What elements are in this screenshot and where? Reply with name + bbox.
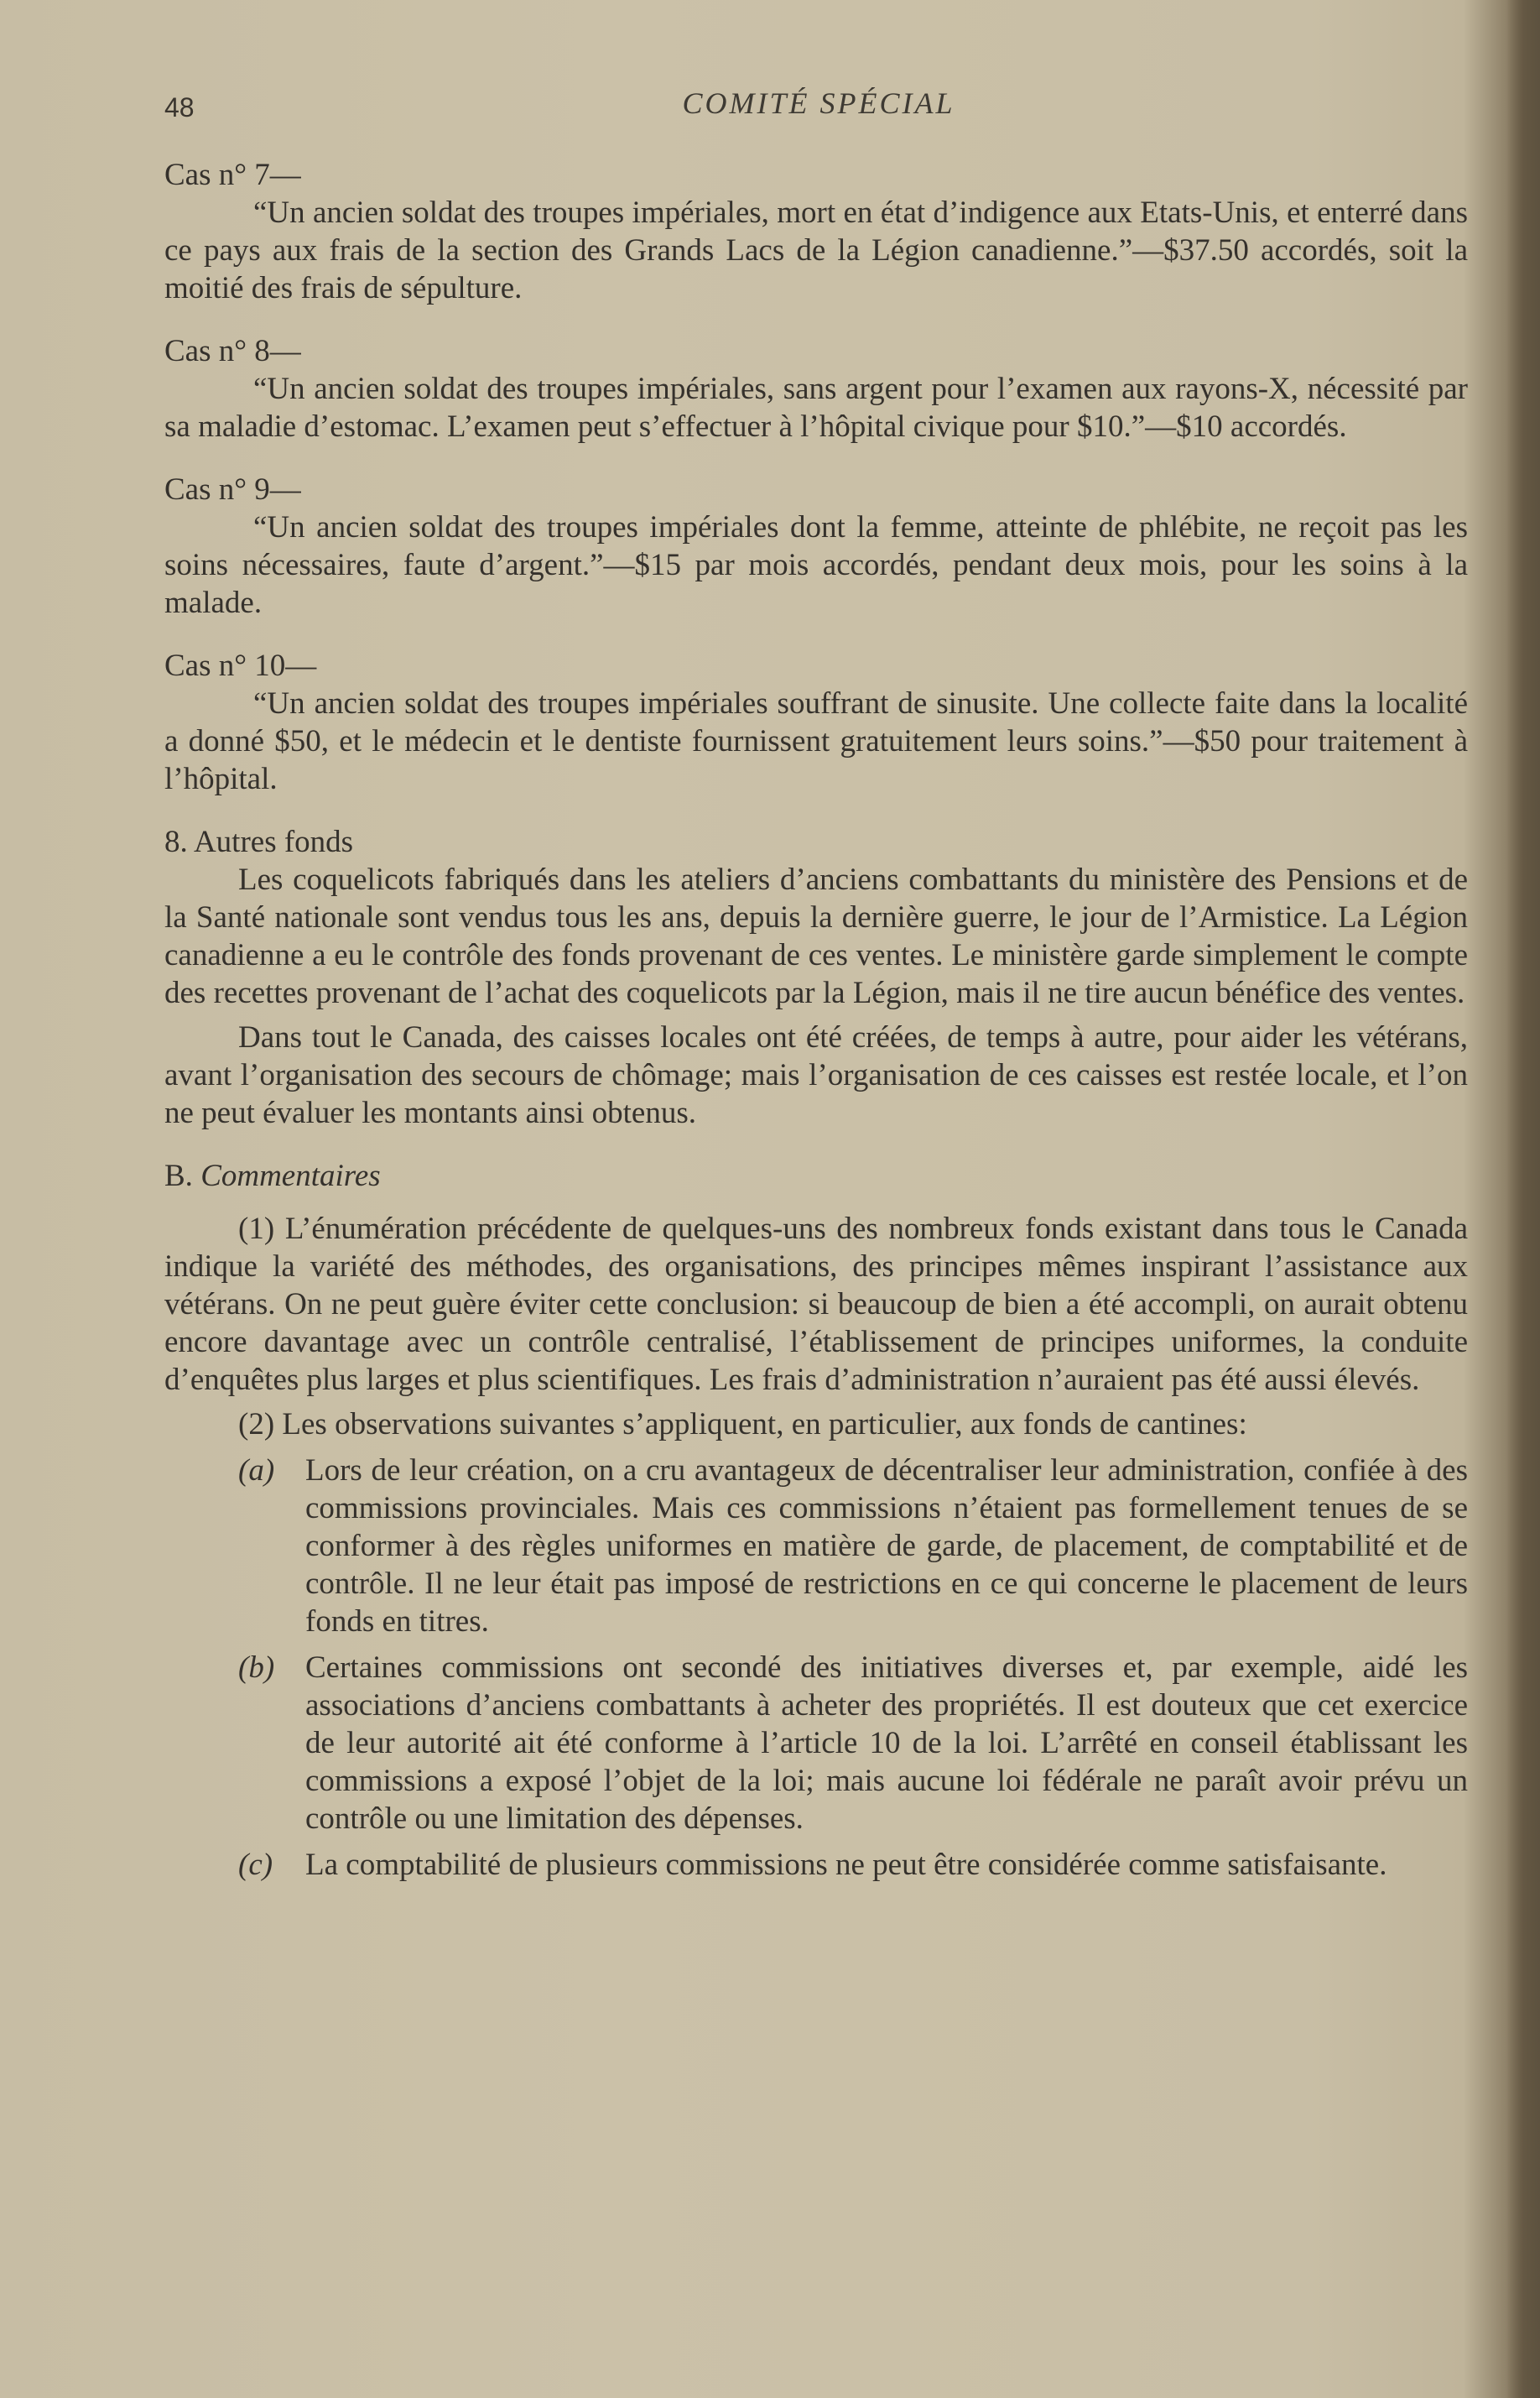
list-item-marker: (b) (238, 1650, 275, 1685)
list-item-text: Certaines commissions ont secondé des initiatives diverses et, par exemple, aidé les associations d’anciens combattants à acheter des propriétés. Il est douteux que cet exercice de leur autorité ait été conforme à l’article 10 de la loi. L’arrêté en conseil établissant les commissions a exposé l’objet de la loi; mais aucune loi fédérale ne paraît avoir prévu un contrôle ou une limitation des dépenses. (305, 1650, 1468, 1836)
comment-paragraph: (1) L’énumération précédente de quelques-uns des nombreux fonds existant dans tous le Canada indique la variété des méthodes, des organisations, des principes mêmes inspirant l’assistance aux vétérans. On ne peut guère éviter cette conclusion: si beaucoup de bien a été accompli, on aurait obtenu encore davantage avec un contrôle centralisé, l’établissement de principes uniformes, la conduite d’enquêtes plus larges et plus scientifiques. Les frais d’administration n’auraient pas été aussi élevés. (164, 1212, 1468, 1397)
section-heading-prefix: B. (164, 1159, 193, 1193)
section-paragraph: Les coquelicots fabriqués dans les ateliers d’anciens combattants du ministère des Pensions et de la Santé nationale sont vendus tous les ans, depuis la dernière guerre, le jour de l’Armistice. La Légion canadienne a eu le contrôle des fonds provenant de ces ventes. Le ministère garde simplement le compte des recettes provenant de l’achat des coquelicots par la Légion, mais il ne tire aucun bénéfice des ventes. (164, 863, 1468, 1010)
page-content (164, 156, 1468, 1884)
case-heading: Cas n° 7— (164, 158, 301, 192)
case-text: “Un ancien soldat des troupes impériales, mort en état d’indigence aux Etats-Unis, et enterré dans ce pays aux frais de la section des Grands Lacs de la Légion canadienne.”—$37.50 accordés, soit la moitié des frais de sépulture. (164, 195, 1468, 305)
page-number: 48 (164, 92, 195, 123)
page-edge-shadow (1506, 0, 1540, 2398)
list-item-text: La comptabilité de plusieurs commissions ne peut être considérée comme satisfaisante. (305, 1848, 1387, 1882)
list-item-text: Lors de leur création, on a cru avantageux de décentraliser leur administration, confiée à des commissions provinciales. Mais ces commissions n’étaient pas formellement tenues de se conformer à des règles uniformes en matière de garde, de placement, de comptabilité et de contrôle. Il ne leur était pas imposé de restrictions en ce qui concerne le placement de leurs fonds en titres. (305, 1453, 1468, 1639)
list-item (164, 1649, 1468, 1838)
header-title: COMITÉ SPÉCIAL (682, 86, 955, 120)
case-text: “Un ancien soldat des troupes impériales souffrant de sinusite. Une collecte faite dans la localité a donné $50, et le médecin et le dentiste fournissent gratuitement leurs soins.”—$50 pour traitement à l’hôpital. (164, 686, 1468, 796)
list-item (164, 1452, 1468, 1640)
case-text: “Un ancien soldat des troupes impériales, sans argent pour l’examen aux rayons-X, nécessité par sa maladie d’estomac. L’examen peut s’effectuer à l’hôpital civique pour $10.”—$10 accordés. (164, 372, 1468, 444)
case-text: “Un ancien soldat des troupes impériales dont la femme, atteinte de phlébite, ne reçoit pas les soins nécessaires, faute d’argent.”—$15 par mois accordés, pendant deux mois, pour les soins à la malade. (164, 510, 1468, 620)
section-paragraph: Dans tout le Canada, des caisses locales ont été créées, de temps à autre, pour aider les vétérans, avant l’organisation des secours de chômage; mais l’organisation de ces caisses est restée locale, et l’on ne peut évaluer les montants ainsi obtenus. (164, 1020, 1468, 1130)
running-header (164, 81, 1473, 131)
case-heading: Cas n° 10— (164, 649, 317, 683)
case-heading: Cas n° 8— (164, 334, 301, 368)
section-heading-commentaires (164, 1157, 1468, 1195)
list-item-marker: (c) (238, 1848, 273, 1882)
list-item-marker: (a) (238, 1453, 275, 1488)
case-heading: Cas n° 9— (164, 472, 301, 507)
list-item (164, 1846, 1468, 1884)
section-heading-title: Commentaires (200, 1159, 381, 1193)
comment-paragraph: (2) Les observations suivantes s’appliquent, en particulier, aux fonds de cantines: (238, 1407, 1247, 1441)
section-heading-autres-fonds: 8. Autres fonds (164, 825, 354, 859)
